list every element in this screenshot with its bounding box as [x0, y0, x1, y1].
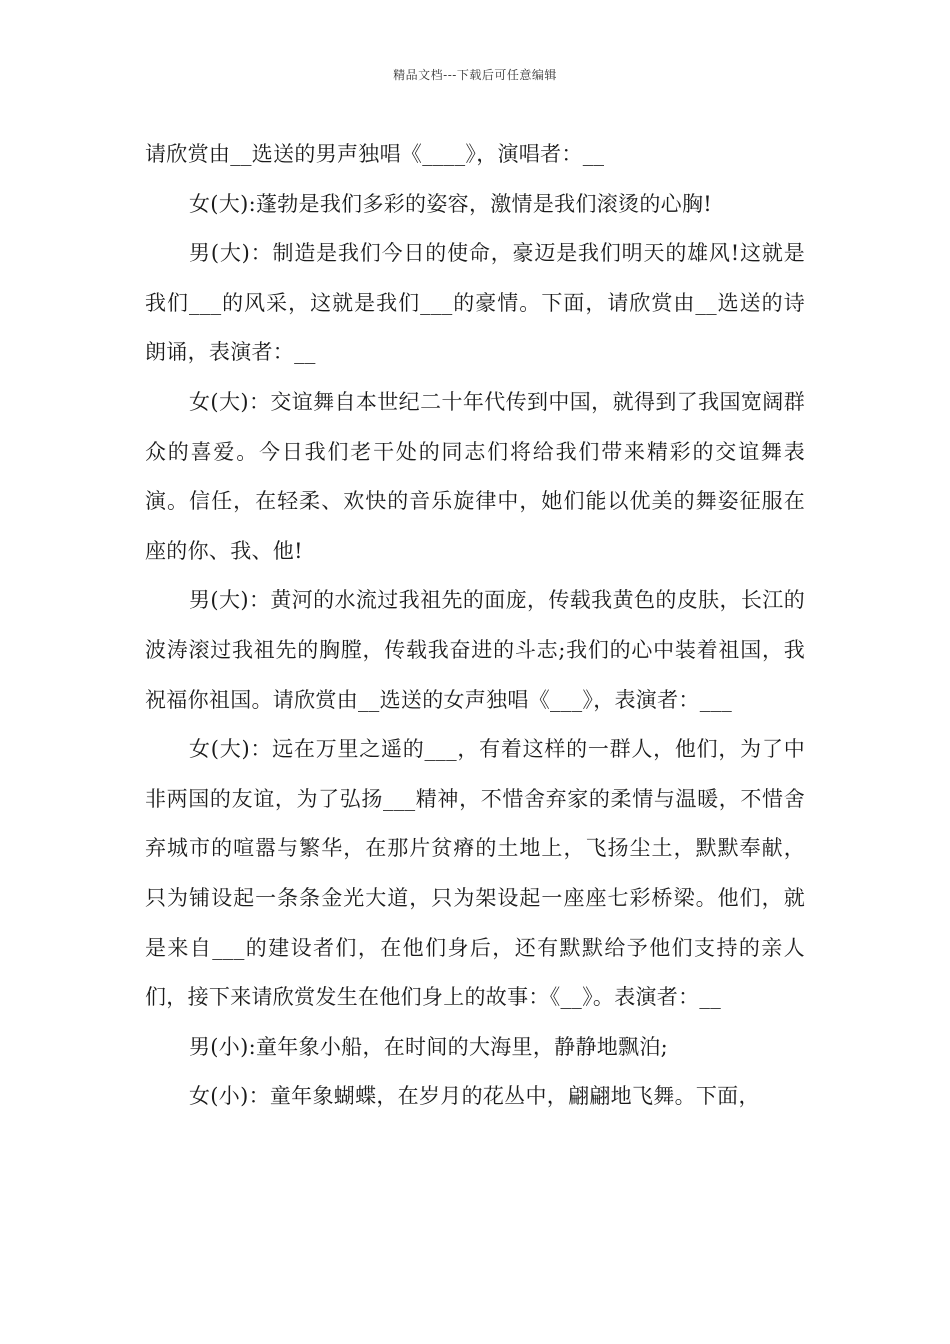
paragraph-5: 男(大)：黄河的水流过我祖先的面庞，传载我黄色的皮肤，长江的波涛滚过我祖先的胸膛，传载我奋进的斗志;我们的心中装着祖国，我祝福你祖国。请欣赏由__选送的女声独唱《___》，表演者：___ — [145, 588, 805, 712]
document-body — [145, 130, 805, 1122]
paragraph-3: 男(大)：制造是我们今日的使命，豪迈是我们明天的雄风!这就是我们___的风采，这就是我们___的豪情。下面，请欣赏由__选送的诗朗诵，表演者：__ — [145, 241, 805, 365]
paragraph-7: 男(小):童年象小船，在时间的大海里，静静地飘泊; — [189, 1034, 669, 1059]
page-header: 精品文档---下载后可任意编辑 — [393, 68, 557, 82]
paragraph-1: 请欣赏由__选送的男声独唱《____》，演唱者：__ — [145, 142, 605, 166]
paragraph-2: 女(大):蓬勃是我们多彩的姿容，激情是我们滚烫的心胸! — [189, 191, 712, 216]
paragraph-4: 女(大)：交谊舞自本世纪二十年代传到中国，就得到了我国宽阔群众的喜爱。今日我们老干处的同志们将给我们带来精彩的交谊舞表演。信任，在轻柔、欢快的音乐旋律中，她们能以优美的舞姿征服在座的你、我、他! — [145, 389, 805, 563]
paragraph-6: 女(大)：远在万里之遥的___，有着这样的一群人，他们，为了中非两国的友谊，为了弘扬___精神，不惜舍弃家的柔情与温暖，不惜舍弃城市的喧嚣与繁华，在那片贫瘠的土地上，飞扬尘土，默默奉献，只为铺设起一条条金光大道，只为架设起一座座七彩桥梁。他们，就是来自___的建设者们，在他们身后，还有默默给予他们支持的亲人们，接下来请欣赏发生在他们身上的故事：《__》。表演者：__ — [145, 737, 805, 1010]
paragraph-8: 女(小)：童年象蝴蝶，在岁月的花丛中，翩翩地飞舞。下面， — [189, 1084, 760, 1109]
